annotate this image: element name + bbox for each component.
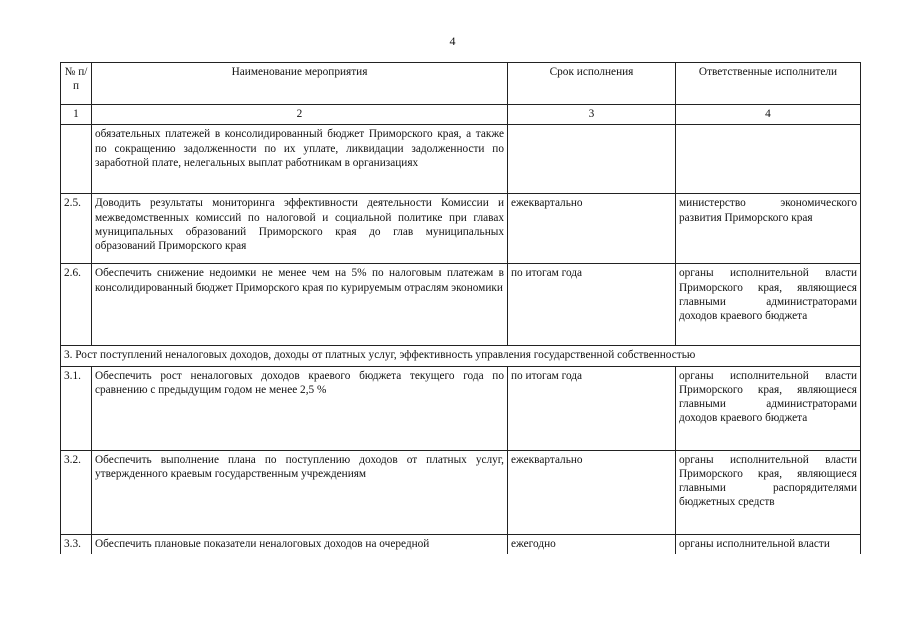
table-row	[61, 264, 861, 346]
row-measure: обязательных платежей в консолидированный бюджет Приморского края, а также по сокращению задолженности по их уплате, ликвидации задолженности по заработной плате, нелегальных выплат работникам в организациях	[92, 125, 508, 194]
row-deadline	[508, 125, 676, 194]
column-number: 3	[508, 105, 676, 125]
row-responsible	[676, 125, 861, 194]
row-measure: Обеспечить выполнение плана по поступлению доходов от платных услуг, утвержденного краевым государственным учреждениям	[92, 450, 508, 534]
row-responsible: органы исполнительной власти Приморского края, являющиеся главными распорядителями бюджетных средств	[676, 450, 861, 534]
row-responsible: министерство экономического развития Приморского края	[676, 194, 861, 264]
row-number: 2.5.	[61, 194, 92, 264]
row-responsible: органы исполнительной власти Приморского края, являющиеся главными администраторами доходов краевого бюджета	[676, 264, 861, 346]
table-row	[61, 450, 861, 534]
row-measure: Обеспечить рост неналоговых доходов краевого бюджета текущего года по сравнению с предыдущим годом не менее 2,5 %	[92, 366, 508, 450]
row-responsible: органы исполнительной власти Приморского края, являющиеся главными администраторами доходов краевого бюджета	[676, 366, 861, 450]
row-deadline: ежеквартально	[508, 450, 676, 534]
row-deadline: ежеквартально	[508, 194, 676, 264]
row-measure: Обеспечить снижение недоимки не менее чем на 5% по налоговым платежам в консолидированный бюджет Приморского края по курируемым отраслям экономики	[92, 264, 508, 346]
table-row	[61, 534, 861, 554]
section-heading-row	[61, 346, 861, 366]
column-number: 2	[92, 105, 508, 125]
column-number-row	[61, 105, 861, 125]
row-number	[61, 125, 92, 194]
row-number: 2.6.	[61, 264, 92, 346]
row-deadline: ежегодно	[508, 534, 676, 554]
header-responsible: Ответственные исполнители	[676, 63, 861, 105]
column-number: 1	[61, 105, 92, 125]
row-number: 3.1.	[61, 366, 92, 450]
column-number: 4	[676, 105, 861, 125]
table-row	[61, 125, 861, 194]
row-responsible: органы исполнительной власти	[676, 534, 861, 554]
header-measure-name: Наименование мероприятия	[92, 63, 508, 105]
measures-table	[60, 62, 861, 554]
header-number: № п/п	[61, 63, 92, 105]
row-deadline: по итогам года	[508, 264, 676, 346]
section-3-heading: 3. Рост поступлений неналоговых доходов, доходы от платных услуг, эффективность управления государственной собственностью	[61, 346, 861, 366]
row-number: 3.2.	[61, 450, 92, 534]
page-number: 4	[449, 34, 456, 48]
row-number: 3.3.	[61, 534, 92, 554]
table-header-row	[61, 63, 861, 105]
row-measure: Обеспечить плановые показатели неналоговых доходов на очередной	[92, 534, 508, 554]
table-row	[61, 366, 861, 450]
row-measure: Доводить результаты мониторинга эффективности деятельности Комиссии и межведомственных комиссий по налоговой и социальной политике при главах муниципальных образований Приморского края до глав муниципальных образований Приморского края	[92, 194, 508, 264]
table-row	[61, 194, 861, 264]
row-deadline: по итогам года	[508, 366, 676, 450]
header-deadline: Срок исполнения	[508, 63, 676, 105]
